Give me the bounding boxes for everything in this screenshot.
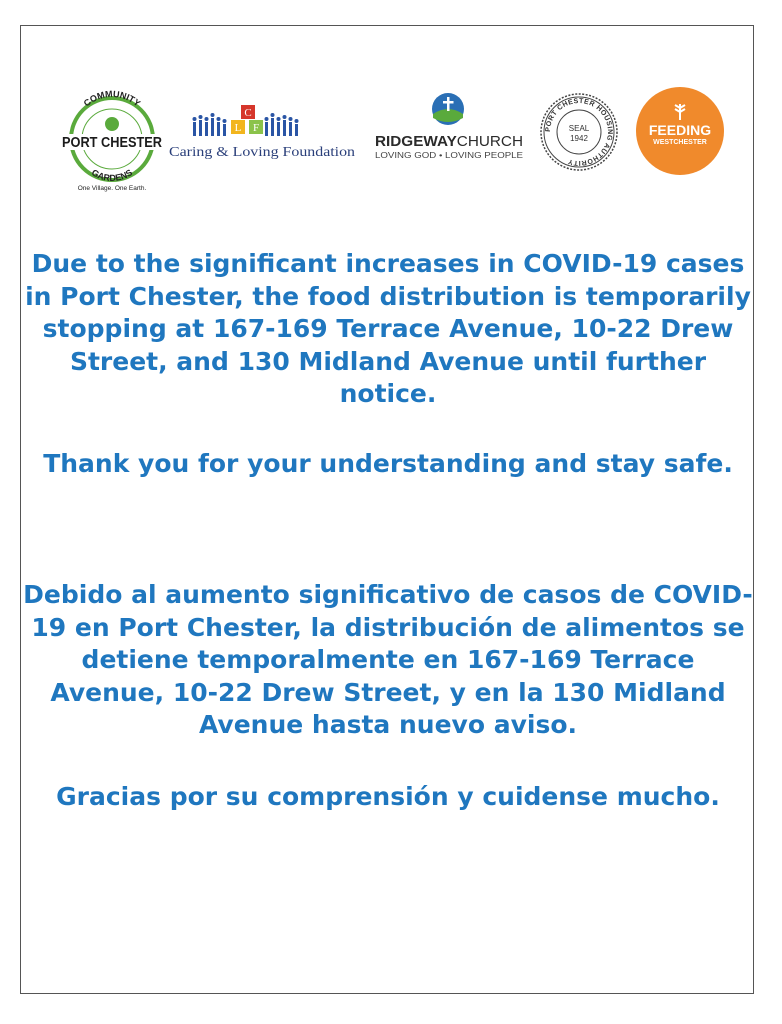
clf-letter-l: L [234, 122, 242, 134]
clf-letter-c: C [244, 107, 252, 119]
notice-page [20, 25, 754, 994]
apple-icon [105, 117, 119, 131]
ring-bottom-text: GARDENS [89, 167, 135, 184]
port-chester-name: PORT CHESTER [62, 135, 163, 151]
svg-text:GARDENS [90, 167, 134, 183]
clf-letter-f: F [252, 122, 260, 134]
spanish-thanks: Gracias por su comprensión y cuidense mucho. [56, 782, 720, 811]
cross-icon [447, 97, 450, 111]
port-chester-tagline: One Village. One Earth. [77, 185, 147, 192]
feeding-westchester-logo [635, 86, 725, 176]
feeding-line1: FEEDING [648, 122, 712, 138]
english-notice-paragraph: Due to the significant increases in COVID-19 cases in Port Chester, the food distribution is temporarily stopping at 167-169 Terrace Avenue, 10-22 Drew Street, and 130 Midland Avenue until further notice. [25, 249, 751, 408]
ridgeway-name-light: CHURCH [456, 134, 520, 150]
ring-top-text: COMMUNITY [81, 88, 143, 109]
housing-authority-seal-logo [539, 92, 619, 172]
ridgeway-tagline: LOVING GOD • LOVING PEOPLE [375, 151, 523, 160]
seal-ring-text: PORT CHESTER HOUSING AUTHORITY [544, 97, 614, 167]
seal-year-text: 1942 [570, 134, 588, 143]
ridgeway-church-logo [371, 92, 526, 162]
clf-name: Caring & Loving Foundation [169, 145, 355, 160]
ridgeway-name-bold: RIDGEWAY [375, 134, 453, 150]
seal-center-text: SEAL [568, 124, 590, 133]
svg-text:COMMUNITY [82, 89, 143, 109]
english-thanks: Thank you for your understanding and stay safe. [43, 449, 733, 478]
spanish-notice-paragraph: Debido al aumento significativo de casos de COVID-19 en Port Chester, la distribución de alimentos se detiene temporalmente en 167-169 Terrace Avenue, 10-22 Drew Street, y en la 130 Midland Avenue hasta nuevo aviso. [23, 580, 753, 739]
port-chester-community-gardens-logo [57, 84, 167, 194]
svg-text:RIDGEWAYCHURCH [375, 134, 523, 150]
sponsor-logos [21, 84, 755, 194]
feeding-line2: WESTCHESTER [653, 139, 707, 146]
caring-loving-foundation-logo [167, 102, 357, 162]
